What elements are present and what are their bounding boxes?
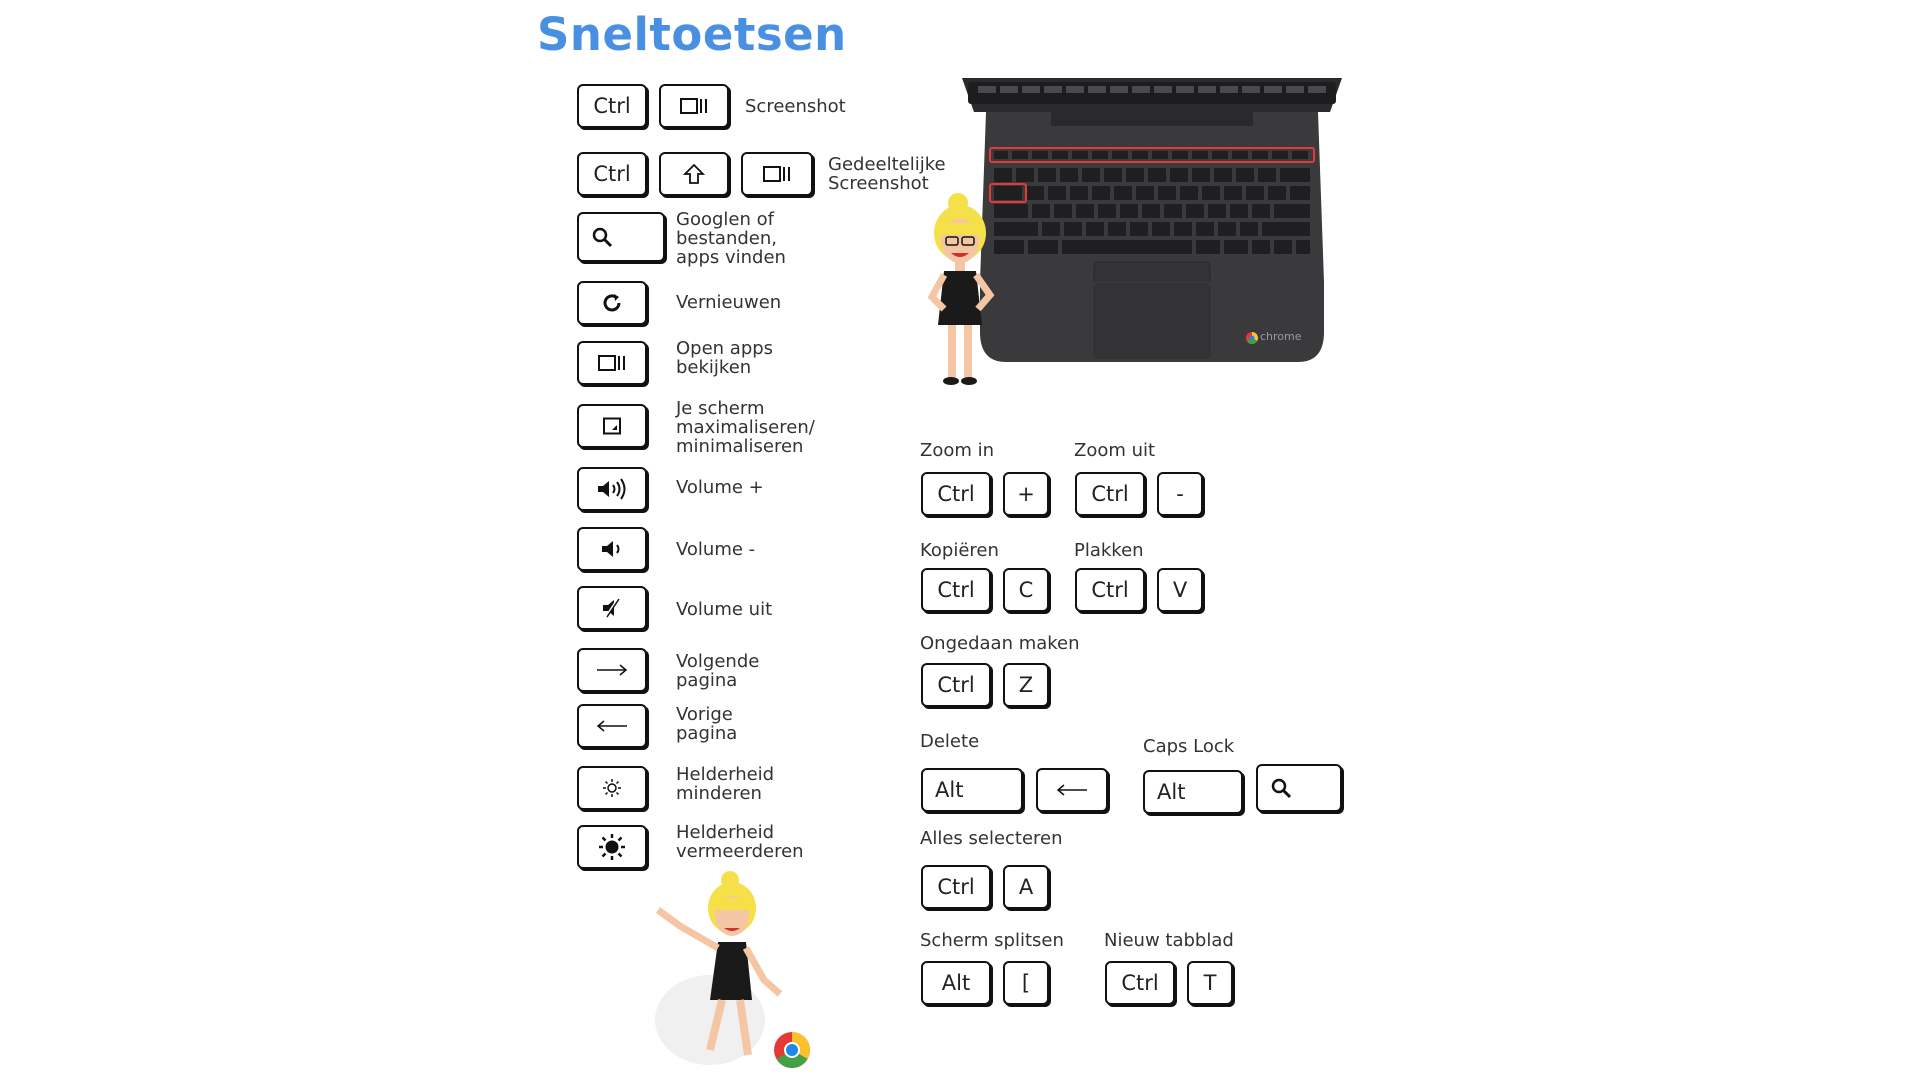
shortcut-label: Screenshot	[745, 96, 846, 117]
forward-key	[577, 648, 647, 692]
ctrl-key: Ctrl	[1105, 961, 1175, 1005]
back-key	[1036, 768, 1108, 812]
overview-icon	[763, 165, 791, 183]
split-screen-label: Scherm splitsen	[920, 930, 1064, 951]
shift-key	[659, 152, 729, 196]
alt-key: Alt	[921, 768, 1023, 812]
search-icon	[1270, 777, 1292, 799]
shortcut-label: Volgende pagina	[676, 651, 760, 691]
volume-down-icon	[599, 537, 625, 561]
arrow-left-icon	[1055, 783, 1089, 797]
zoom-in-label: Zoom in	[920, 440, 995, 461]
chromebook-illustration	[958, 72, 1346, 368]
shortcut-label: Volume uit	[676, 599, 773, 620]
ctrl-key: Ctrl	[1075, 472, 1145, 516]
search-icon	[591, 226, 613, 248]
ctrl-key: Ctrl	[921, 472, 991, 516]
volume-up-icon	[595, 477, 629, 501]
mute-key	[577, 586, 647, 630]
brightness-up-icon	[598, 833, 626, 861]
left-bracket-key: [	[1003, 961, 1049, 1005]
shortcut-label: Open apps bekijken	[676, 338, 774, 378]
ctrl-key: Ctrl	[921, 663, 991, 707]
delete-label: Delete	[920, 731, 980, 752]
refresh-icon	[600, 291, 624, 315]
brightness-up-key	[577, 825, 647, 869]
search-key	[577, 212, 665, 262]
paste-label: Plakken	[1074, 540, 1144, 561]
laptop-brand-label: chrome	[1260, 330, 1302, 343]
new-tab-label: Nieuw tabblad	[1104, 930, 1234, 951]
select-all-label: Alles selecteren	[920, 828, 1063, 849]
shortcut-label: Gedeeltelijke Screenshot	[828, 154, 946, 194]
shortcut-label: Helderheid minderen	[676, 764, 775, 804]
ctrl-key: Ctrl	[1075, 568, 1145, 612]
a-key: A	[1003, 865, 1049, 909]
back-key	[577, 704, 647, 748]
page-title: Sneltoetsen	[537, 8, 847, 61]
volume-down-key	[577, 527, 647, 571]
overview-icon	[680, 97, 708, 115]
overview-key	[577, 341, 647, 385]
shortcut-label: Helderheid vermeerderen	[676, 822, 804, 862]
ctrl-key: Ctrl	[921, 568, 991, 612]
overview-key	[659, 84, 729, 128]
shortcut-label: Volume -	[676, 539, 756, 560]
caps-lock-label: Caps Lock	[1143, 736, 1235, 757]
undo-label: Ongedaan maken	[920, 633, 1080, 654]
brightness-down-icon	[601, 777, 623, 799]
ctrl-key: Ctrl	[921, 865, 991, 909]
shortcut-label: Je scherm maximaliseren/ minimaliseren	[676, 398, 815, 457]
shift-icon	[683, 163, 705, 185]
arrow-left-icon	[595, 719, 629, 733]
volume-up-key	[577, 467, 647, 511]
shortcut-label: Vernieuwen	[676, 292, 782, 313]
mute-icon	[600, 596, 624, 620]
search-key	[1256, 764, 1342, 812]
t-key: T	[1187, 961, 1233, 1005]
refresh-key	[577, 281, 647, 325]
overview-key	[741, 152, 813, 196]
shortcut-label: Googlen of bestanden, apps vinden	[676, 209, 786, 268]
overview-icon	[598, 354, 626, 372]
alt-key: Alt	[1143, 770, 1243, 814]
c-key: C	[1003, 568, 1049, 612]
z-key: Z	[1003, 663, 1049, 707]
ctrl-key: Ctrl	[577, 84, 647, 128]
fullscreen-icon	[602, 417, 622, 435]
minus-key: -	[1157, 472, 1203, 516]
plus-key: +	[1003, 472, 1049, 516]
arrow-right-icon	[595, 663, 629, 677]
copy-label: Kopiëren	[920, 540, 999, 561]
alt-key: Alt	[921, 961, 991, 1005]
shortcut-label: Vorige pagina	[676, 704, 738, 744]
shortcut-label: Volume +	[676, 477, 764, 498]
bitmoji-avatar	[918, 185, 1008, 390]
bitmoji-avatar-dancing	[640, 870, 820, 1070]
v-key: V	[1157, 568, 1203, 612]
fullscreen-key	[577, 404, 647, 448]
brightness-down-key	[577, 766, 647, 810]
zoom-out-label: Zoom uit	[1074, 440, 1156, 461]
ctrl-key: Ctrl	[577, 152, 647, 196]
